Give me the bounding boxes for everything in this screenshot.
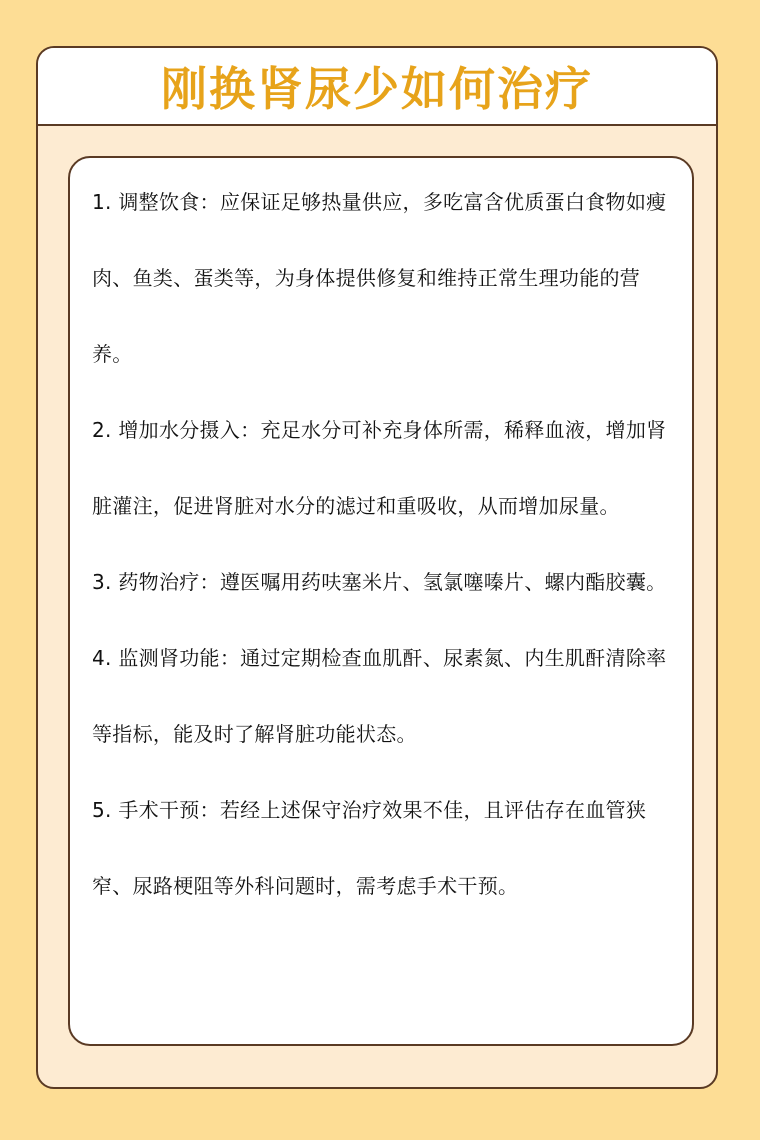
list-item-diet: 1. 调整饮食：应保证足够热量供应，多吃富含优质蛋白食物如瘦肉、鱼类、蛋类等，为身体提供修复和维持正常生理功能的营养。 [92,190,667,366]
list-item-surgery: 5. 手术干预：若经上述保守治疗效果不佳，且评估存在血管狭窄、尿路梗阻等外科问题时，需考虑手术干预。 [92,798,647,898]
info-card [36,46,718,1089]
card-header [38,48,716,126]
page-title: 刚换肾尿少如何治疗 [161,62,593,116]
content-box [68,156,694,1046]
list-item-medication: 3. 药物治疗：遵医嘱用药呋塞米片、氢氯噻嗪片、螺内酯胶囊。 [92,570,667,594]
list-item-monitoring: 4. 监测肾功能：通过定期检查血肌酐、尿素氮、内生肌酐清除率等指标，能及时了解肾脏功能状态。 [92,646,667,746]
list-item-water: 2. 增加水分摄入：充足水分可补充身体所需，稀释血液，增加肾脏灌注，促进肾脏对水分的滤过和重吸收，从而增加尿量。 [92,418,667,518]
